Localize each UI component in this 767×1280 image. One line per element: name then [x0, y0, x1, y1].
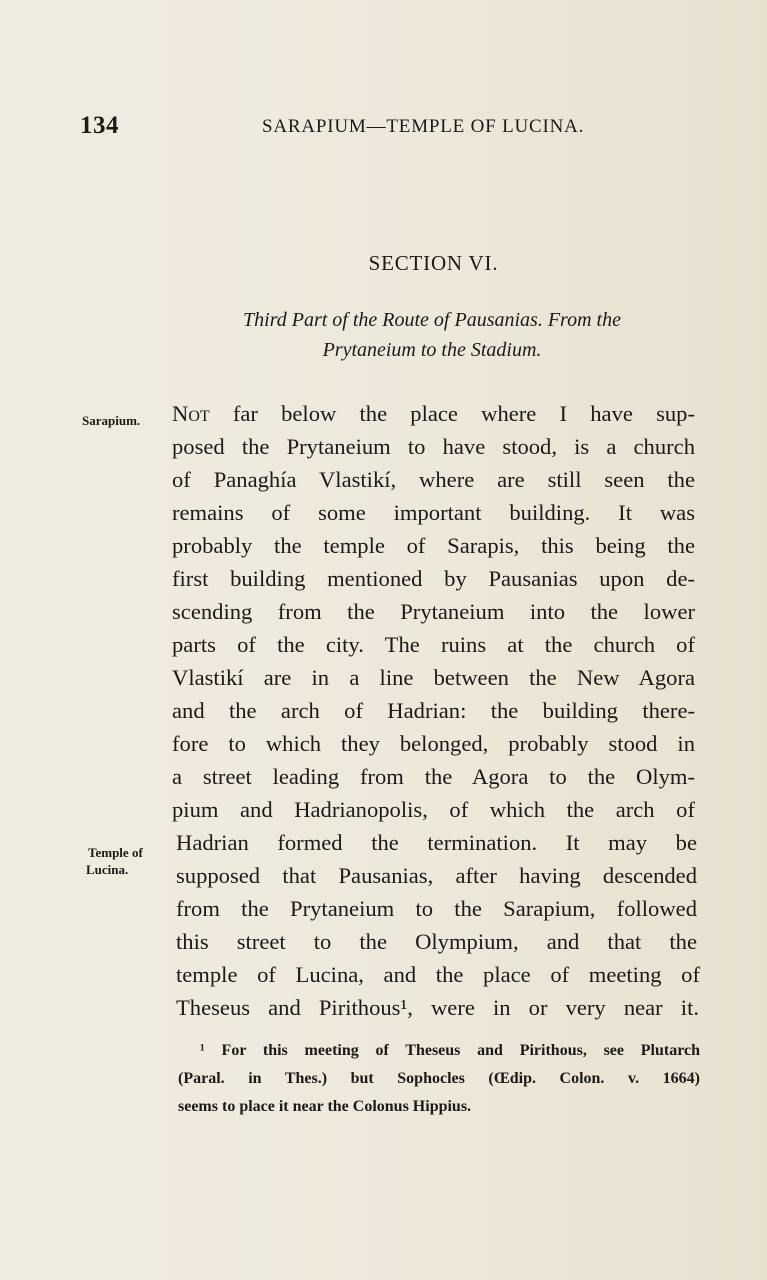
- opening-word: Not: [172, 401, 210, 426]
- footnote-line: seems to place it near the Colonus Hippius.: [178, 1098, 472, 1115]
- body-line-text: far below the place where I have sup-: [209, 401, 695, 426]
- page-number: 134: [80, 112, 119, 139]
- margin-note-temple-line-2: Lucina.: [86, 862, 129, 877]
- body-line: fore to which they belonged, probably stood in: [172, 731, 695, 756]
- body-line: probably the temple of Sarapis, this being the: [172, 533, 695, 558]
- body-line: of Panaghía Vlastikí, where are still seen the: [172, 467, 695, 492]
- running-head: SARAPIUM—TEMPLE OF LUCINA.: [262, 116, 585, 137]
- body-line: Theseus and Pirithous¹, were in or very near it.: [176, 995, 699, 1020]
- body-line: a street leading from the Agora to the Olym-: [172, 764, 695, 789]
- body-line: supposed that Pausanias, after having descended: [176, 863, 697, 888]
- margin-note-sarapium: Sarapium.: [82, 413, 141, 428]
- body-line: first building mentioned by Pausanias upon de-: [172, 566, 695, 591]
- section-subtitle-line-2: Prytaneium to the Stadium.: [322, 339, 542, 361]
- footnote-line: (Paral. in Thes.) but Sophocles (Œdip. Colon. v. 1664): [178, 1070, 700, 1087]
- section-title: SECTION VI.: [368, 251, 499, 275]
- body-line: and the arch of Hadrian: the building there-: [172, 698, 695, 723]
- page-header: [80, 112, 700, 142]
- section-subtitle-line-1: Third Part of the Route of Pausanias. From the: [243, 309, 621, 331]
- body-line: temple of Lucina, and the place of meeting of: [176, 962, 700, 987]
- body-line: this street to the Olympium, and that the: [176, 929, 697, 954]
- body-line: from the Prytaneium to the Sarapium, followed: [176, 896, 697, 921]
- body-line: posed the Prytaneium to have stood, is a church: [172, 434, 695, 459]
- body-line: pium and Hadrianopolis, of which the arch of: [172, 797, 695, 822]
- body-line: scending from the Prytaneium into the lower: [172, 599, 695, 624]
- body-line: Vlastikí are in a line between the New Agora: [172, 665, 695, 690]
- body-line: [172, 397, 695, 430]
- body-line: remains of some important building. It was: [172, 500, 695, 525]
- body-line: parts of the city. The ruins at the church of: [172, 632, 695, 657]
- margin-note-temple-line-1: Temple of: [88, 845, 143, 860]
- body-line: Hadrian formed the termination. It may be: [176, 830, 697, 855]
- footnote-line: ¹ For this meeting of Theseus and Pirithous, see Plutarch: [200, 1042, 700, 1059]
